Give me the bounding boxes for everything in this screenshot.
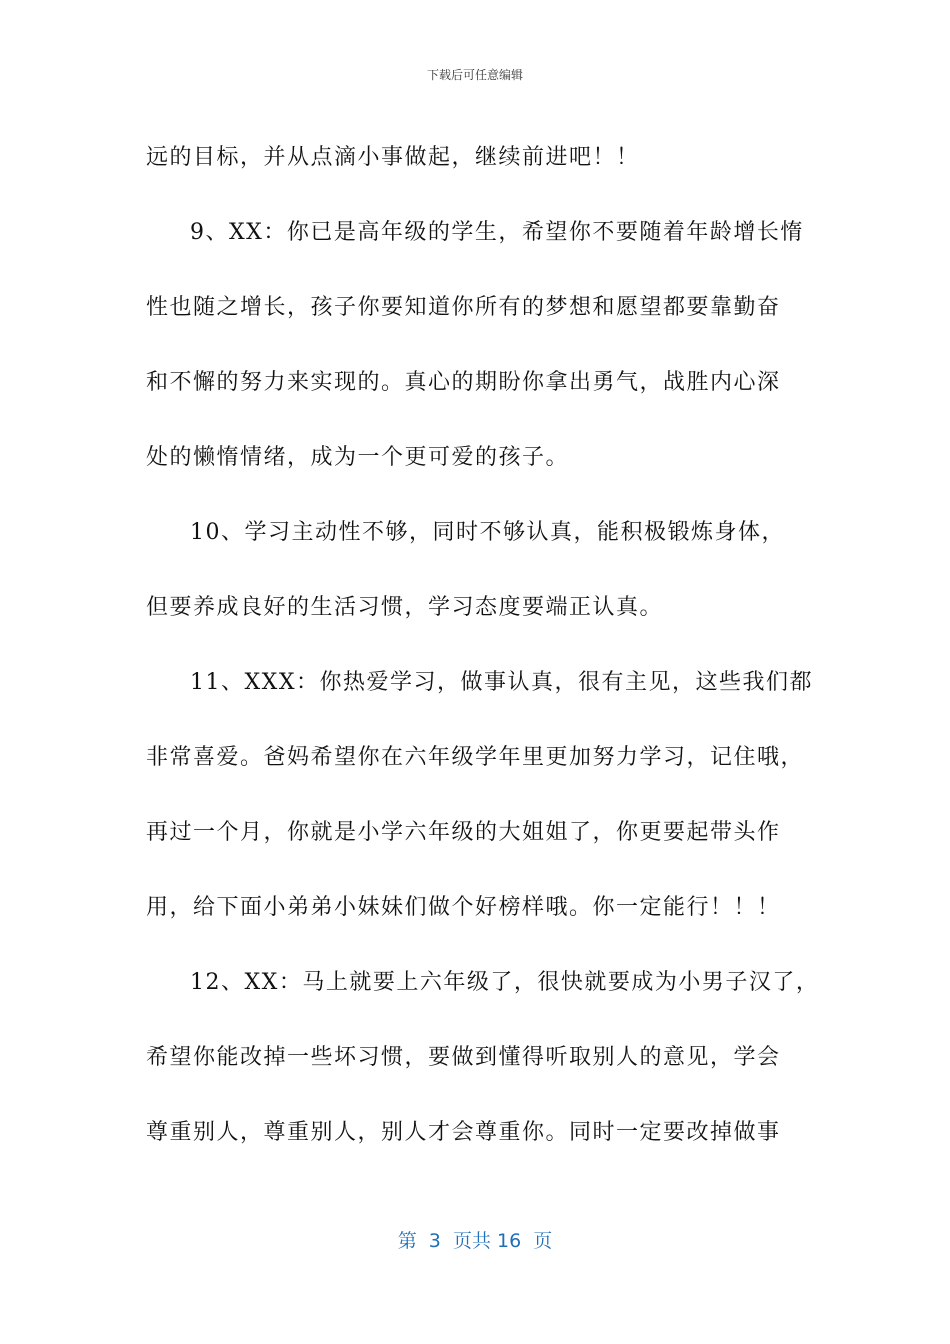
text-line: 性也随之增长，孩子你要知道你所有的梦想和愿望都要靠勤奋	[146, 295, 781, 320]
page-header: 下载后可任意编辑	[426, 68, 523, 82]
text-line: 11、XXX：你热爱学习，做事认真，很有主见，这些我们都	[190, 670, 813, 695]
text-line: 再过一个月，你就是小学六年级的大姐姐了，你更要起带头作	[146, 820, 781, 845]
page-number-footer: 第 3 页共 16 页	[397, 1230, 553, 1252]
text-line: 远的目标，并从点滴小事做起，继续前进吧！！	[146, 145, 640, 170]
text-line: 9、XX：你已是高年级的学生，希望你不要随着年龄增长惰	[190, 220, 804, 245]
text-line: 10、学习主动性不够，同时不够认真，能积极锻炼身体，	[190, 520, 785, 545]
text-line: 处的懒惰情绪，成为一个更可爱的孩子。	[146, 445, 570, 470]
text-line: 但要养成良好的生活习惯，学习态度要端正认真。	[146, 595, 664, 620]
text-line: 尊重别人，尊重别人，别人才会尊重你。同时一定要改掉做事	[146, 1120, 781, 1145]
text-line: 用，给下面小弟弟小妹妹们做个好榜样哦。你一定能行！！！	[146, 895, 781, 920]
text-line: 和不懈的努力来实现的。真心的期盼你拿出勇气，战胜内心深	[146, 370, 781, 395]
text-line: 非常喜爱。爸妈希望你在六年级学年里更加努力学习，记住哦，	[146, 745, 805, 770]
document-body	[146, 120, 820, 1170]
text-line: 12、XX：马上就要上六年级了，很快就要成为小男子汉了，	[190, 970, 820, 995]
text-line: 希望你能改掉一些坏习惯，要做到懂得听取别人的意见，学会	[146, 1045, 781, 1070]
